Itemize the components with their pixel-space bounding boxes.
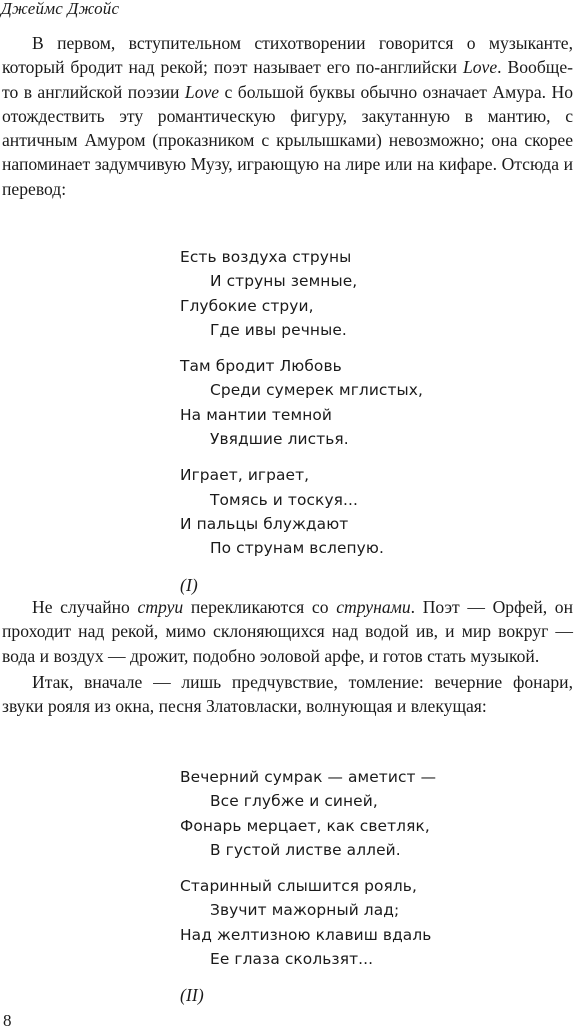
poem-line: По струнам вслепую. [210,539,384,558]
poem-line: Все глубже и синей, [210,792,378,811]
emphasis: Love [184,81,220,102]
paragraph: Итак, вначале — лишь предчувствие, томление: вечерние фонари, звуки рояля из окна, песня Златовласки, волнующая и влекущая: [2,671,573,717]
poem-line: Ее глаза скользят... [210,950,374,969]
poem-line: И струны земные, [210,272,358,291]
page-number: 8 [3,1011,12,1030]
poem-line: Томясь и тоскуя... [210,490,358,509]
poem-line: Среди сумерек мглистых, [210,381,424,400]
emphasis: струи [137,597,184,617]
poem-line: Старинный слышится рояль, [180,877,417,896]
emphasis: Love [462,57,498,78]
poem-line: На мантии темной [180,405,332,424]
poem-number: (II) [180,985,204,1006]
poem-line: Над желтизною клавиш вдаль [180,925,432,944]
poem-line: Звучит мажорный лад; [210,901,400,920]
poem-line: В густой листве аллей. [210,840,401,859]
paragraph-text: с большой буквы обычно означает Амура. Но отождествить эту романтическую фигуру, закутанную в мантию, с античным Амуром (проказником с крылышками) невозможно; она скорее напоминает задумчивую Музу, играющую на лире или на кифаре. Отсюда и перевод: [2,81,573,199]
paragraph-text: Не случайно [32,597,138,617]
poem-number: (I) [180,574,198,595]
poem-line: Фонарь мерцает, как светляк, [180,816,430,835]
paragraph-text: В первом, вступительном стихотворении говорится о музыканте, который бродит над рекой; поэт называет его по-английски [2,33,573,78]
paragraph [2,31,573,201]
paragraph [2,595,573,668]
poem-line: Играет, играет, [180,466,310,485]
poem-line: Там бродит Любовь [180,357,342,376]
stanza [180,874,436,971]
paragraphs-middle [2,595,573,718]
stanza [180,245,423,342]
paragraph-intro [2,31,573,201]
poem-1 [180,245,423,597]
emphasis: струнами [336,597,411,617]
poem-line: Глубокие струи, [180,296,314,315]
paragraph-text: . Вообще-то в английской поэзии [2,57,573,102]
poem-line: Где ивы речные. [210,320,347,339]
poem-line: Увядшие листья. [210,430,349,449]
paragraph-text: перекликаются со [183,597,337,617]
poem-line: Есть воздуха струны [180,248,352,266]
poem-line: И пальцы блуждают [180,514,349,533]
stanza [180,765,436,862]
stanza [180,463,423,560]
paragraph-text: . Поэт — Орфей, он проходит над рекой, мимо склоняющихся над водой ив, и мир вокруг — вода и воздух — дрожит, подобно эоловой арфе, и готов стать музыкой. [2,597,574,666]
poem-line: Вечерний сумрак — аметист — [180,768,437,786]
running-head: Джеймс Джойс [1,0,120,18]
stanza [180,354,423,451]
poem-2 [180,765,436,1008]
